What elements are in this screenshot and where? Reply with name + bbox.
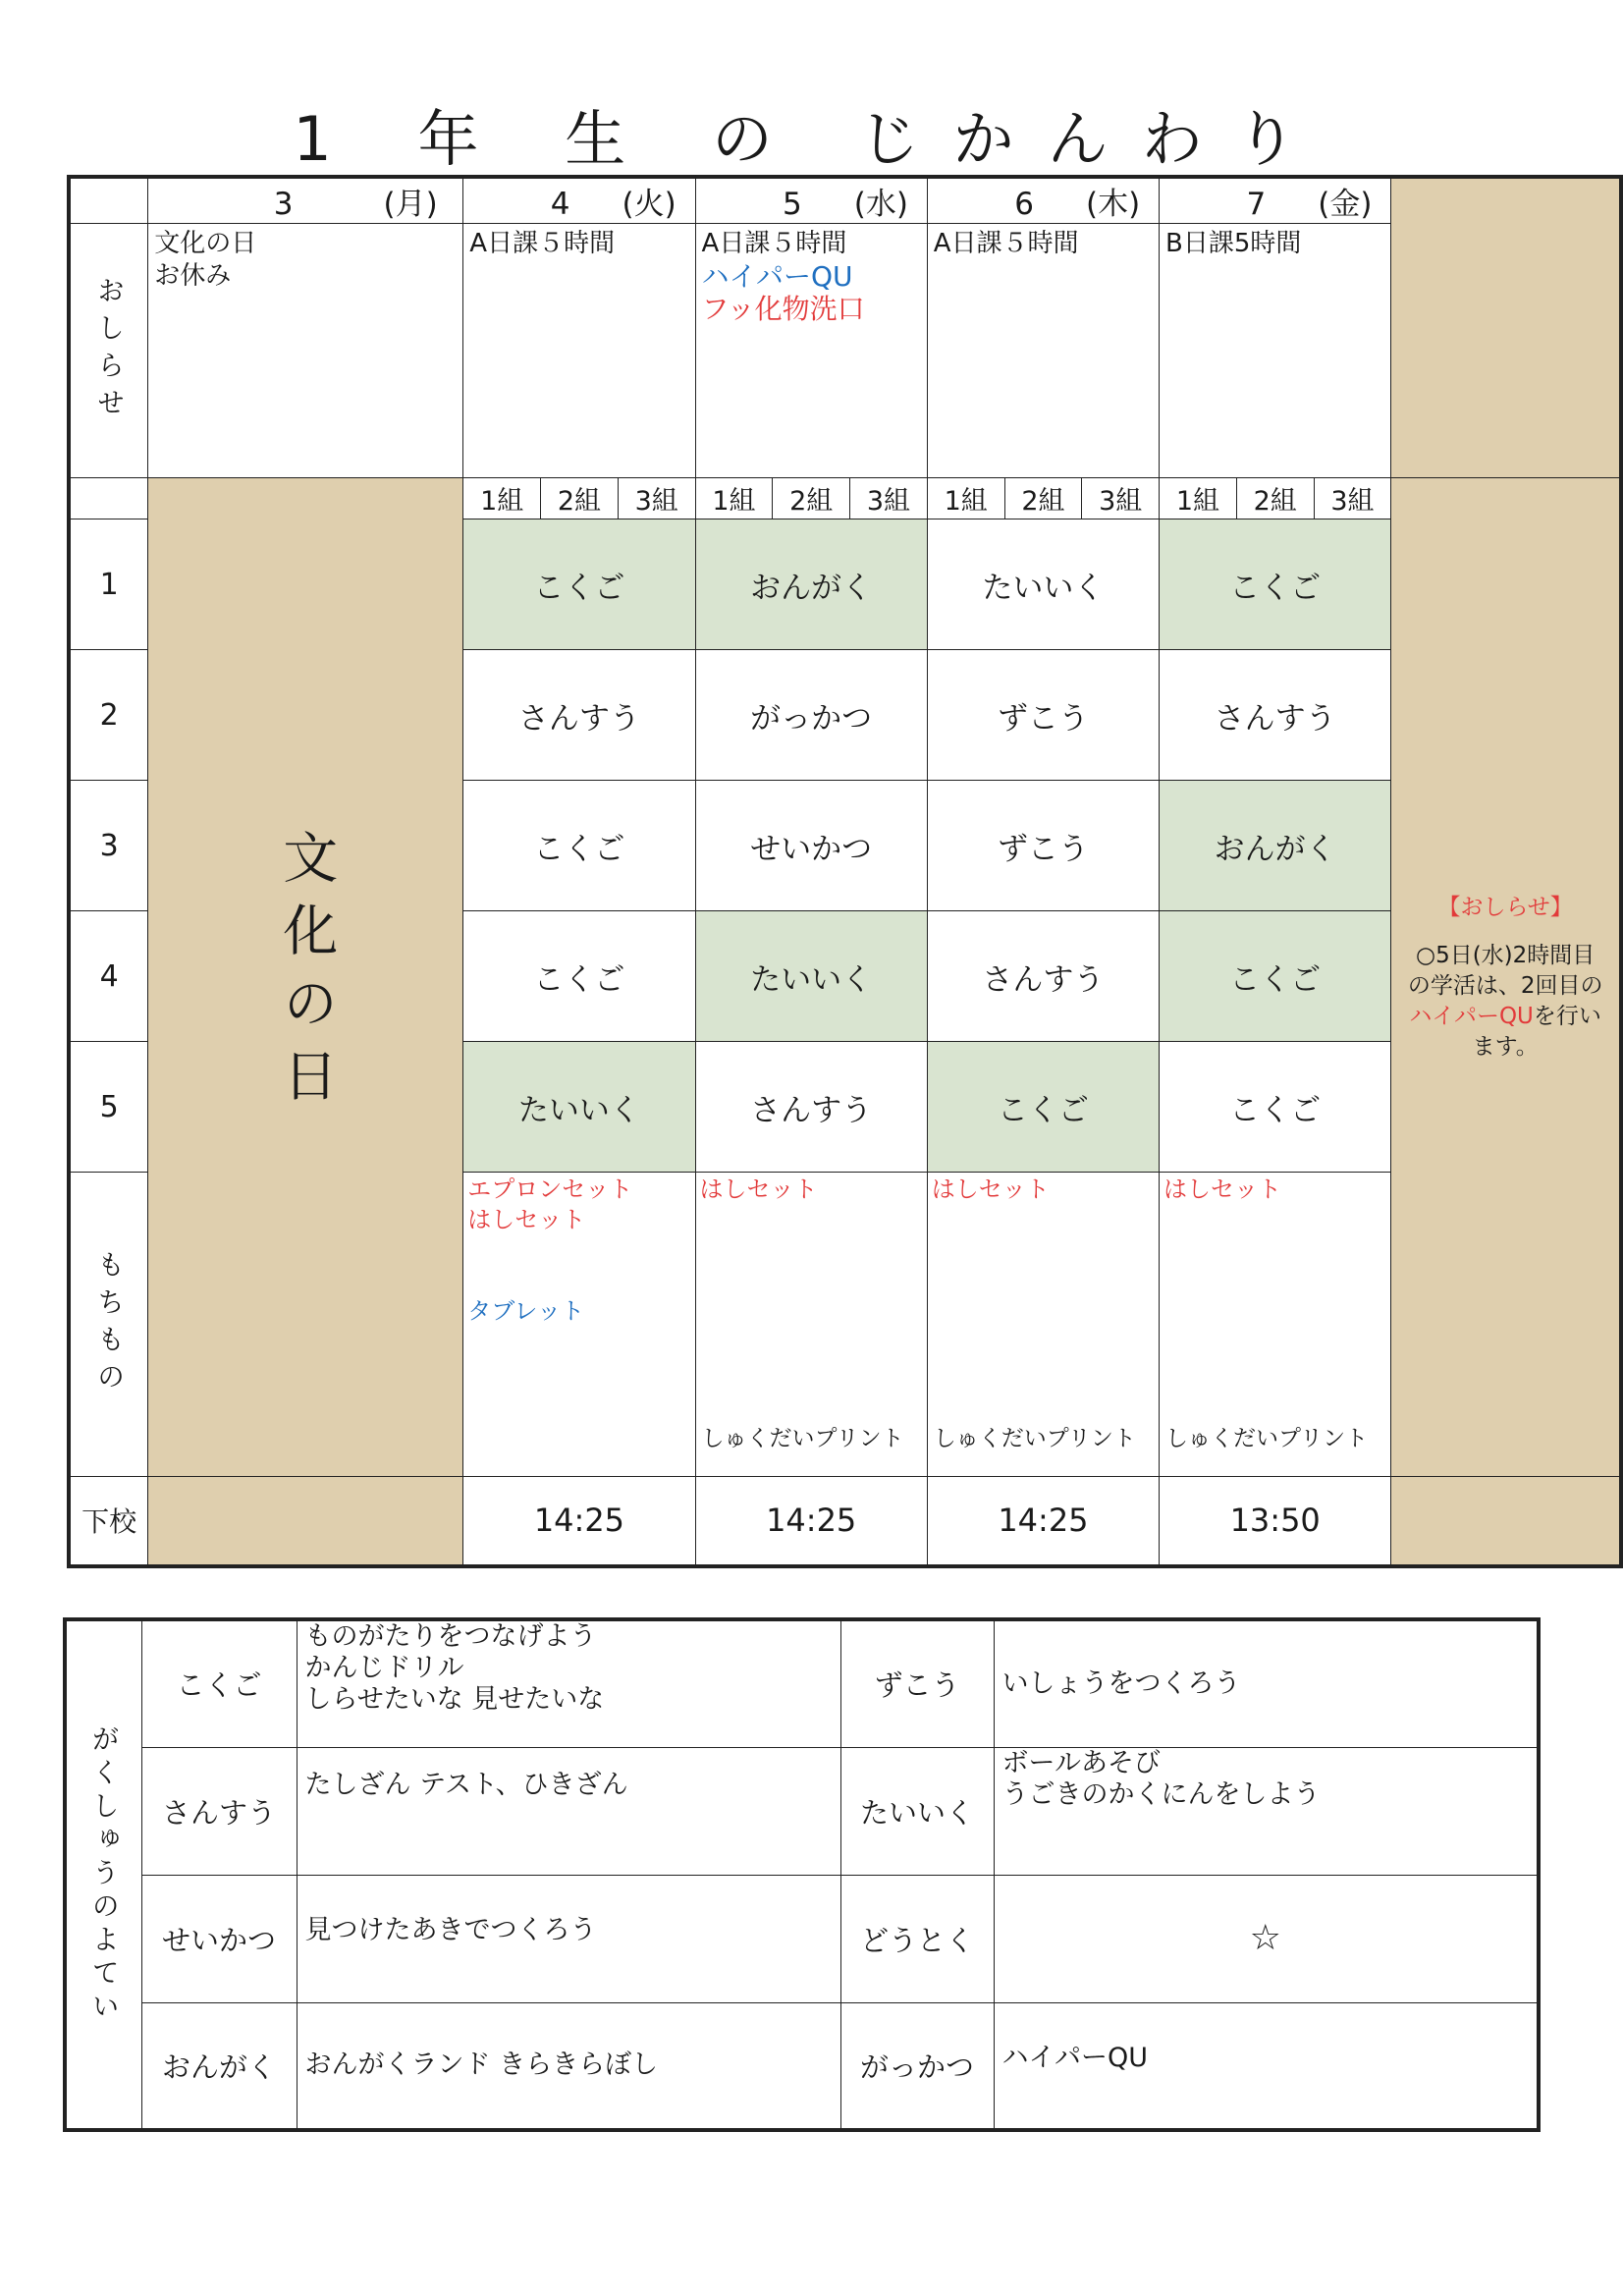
subject-cell: たいいく <box>463 1042 695 1173</box>
subject-cell: さんすう <box>463 650 695 781</box>
notice-mon: 文化の日 お休み <box>148 224 463 478</box>
group-label: 3組 <box>850 478 928 519</box>
day-header-row <box>69 177 1621 224</box>
period-number: 3 <box>69 781 148 911</box>
subject-cell: こくご <box>1160 911 1391 1042</box>
group-corner <box>69 478 148 519</box>
dismissal-label: 下校 <box>69 1477 148 1566</box>
corner-cell <box>69 177 148 224</box>
dismissal-time: 14:25 <box>463 1477 695 1566</box>
subject-cell: こくご <box>1160 519 1391 650</box>
group-label: 2組 <box>1004 478 1082 519</box>
plan-subject: ずこう <box>840 1619 994 1747</box>
period-number: 5 <box>69 1042 148 1173</box>
plan-text: ボールあそび うごきのかくにんをしよう <box>994 1747 1539 1875</box>
plan-subject: せいかつ <box>141 1875 297 2002</box>
plan-subject: こくご <box>141 1619 297 1747</box>
belongings-label: もちもの <box>69 1173 148 1477</box>
learning-plan <box>63 1617 1541 2132</box>
holiday-cell: 文化の日 <box>148 478 463 1477</box>
plan-subject: たいいく <box>840 1747 994 1875</box>
belongings-tue: エプロンセット はしセット タブレット <box>463 1173 695 1477</box>
plan-subject: さんすう <box>141 1747 297 1875</box>
subject-cell: こくご <box>927 1042 1159 1173</box>
side-column-bottom <box>1391 1477 1621 1566</box>
subject-cell: おんがく <box>695 519 927 650</box>
side-column-top <box>1391 177 1621 478</box>
plan-subject: おんがく <box>141 2002 297 2130</box>
subject-cell: こくご <box>463 911 695 1042</box>
subject-cell: ずこう <box>927 650 1159 781</box>
dismissal-row <box>69 1477 1621 1566</box>
subject-cell: こくご <box>463 781 695 911</box>
dismissal-time: 13:50 <box>1160 1477 1391 1566</box>
plan-text: ハイパーQU <box>994 2002 1539 2130</box>
subject-cell: ずこう <box>927 781 1159 911</box>
plan-label: がくしゅうのよてい <box>65 1619 141 2130</box>
belongings-wed: はしセット しゅくだいプリント <box>695 1173 927 1477</box>
subject-cell: たいいく <box>927 519 1159 650</box>
plan-text: 見つけたあきでつくろう <box>297 1875 840 2002</box>
group-label: 1組 <box>463 478 541 519</box>
notice-tue: A日課５時間 <box>463 224 695 478</box>
subject-cell: さんすう <box>1160 650 1391 781</box>
group-row <box>69 478 1621 519</box>
star-icon: ☆ <box>994 1875 1539 2002</box>
subject-cell: こくご <box>1160 1042 1391 1173</box>
notice-wed: A日課５時間 ハイパーQU フッ化物洗口 <box>695 224 927 478</box>
plan-text: ものがたりをつなげよう かんじドリル しらせたいな 見せたいな <box>297 1619 840 1747</box>
belongings-thu: はしセット しゅくだいプリント <box>927 1173 1159 1477</box>
plan-text: たしざん テスト、ひきざん <box>297 1747 840 1875</box>
side-note: 【おしらせ】 ○5日(水)2時間目 の学活は、2回目の ハイパーQUを行い ます。 <box>1391 478 1621 1477</box>
subject-cell: こくご <box>463 519 695 650</box>
group-label: 3組 <box>1314 478 1391 519</box>
holiday-dismissal <box>148 1477 463 1566</box>
page-title: 1 年 生 の じかんわり <box>293 103 1330 175</box>
day-header: 4 (火) <box>463 177 695 224</box>
plan-row <box>65 1619 1539 1747</box>
plan-subject: がっかつ <box>840 2002 994 2130</box>
period-number: 1 <box>69 519 148 650</box>
group-label: 2組 <box>541 478 619 519</box>
group-label: 1組 <box>1160 478 1237 519</box>
notice-thu: A日課５時間 <box>927 224 1159 478</box>
notice-row <box>69 224 1621 478</box>
group-label: 1組 <box>927 478 1004 519</box>
group-label: 2組 <box>1236 478 1314 519</box>
plan-row <box>65 1875 1539 2002</box>
plan-text: いしょうをつくろう <box>994 1619 1539 1747</box>
group-label: 3組 <box>1082 478 1160 519</box>
group-label: 2組 <box>773 478 850 519</box>
dismissal-time: 14:25 <box>927 1477 1159 1566</box>
plan-row <box>65 2002 1539 2130</box>
group-label: 1組 <box>695 478 773 519</box>
day-header: 3 (月) <box>148 177 463 224</box>
subject-cell: さんすう <box>695 1042 927 1173</box>
dismissal-time: 14:25 <box>695 1477 927 1566</box>
period-number: 2 <box>69 650 148 781</box>
subject-cell: さんすう <box>927 911 1159 1042</box>
timetable <box>67 175 1623 1568</box>
period-number: 4 <box>69 911 148 1042</box>
subject-cell: せいかつ <box>695 781 927 911</box>
subject-cell: がっかつ <box>695 650 927 781</box>
belongings-fri: はしセット しゅくだいプリント <box>1160 1173 1391 1477</box>
group-label: 3組 <box>618 478 695 519</box>
plan-text: おんがくランド きらきらぼし <box>297 2002 840 2130</box>
subject-cell: おんがく <box>1160 781 1391 911</box>
day-header: 5 (水) <box>695 177 927 224</box>
subject-cell: たいいく <box>695 911 927 1042</box>
day-header: 6 (木) <box>927 177 1159 224</box>
plan-subject: どうとく <box>840 1875 994 2002</box>
notice-fri: B日課5時間 <box>1160 224 1391 478</box>
day-header: 7 (金) <box>1160 177 1391 224</box>
plan-row <box>65 1747 1539 1875</box>
notice-label: おしらせ <box>69 224 148 478</box>
